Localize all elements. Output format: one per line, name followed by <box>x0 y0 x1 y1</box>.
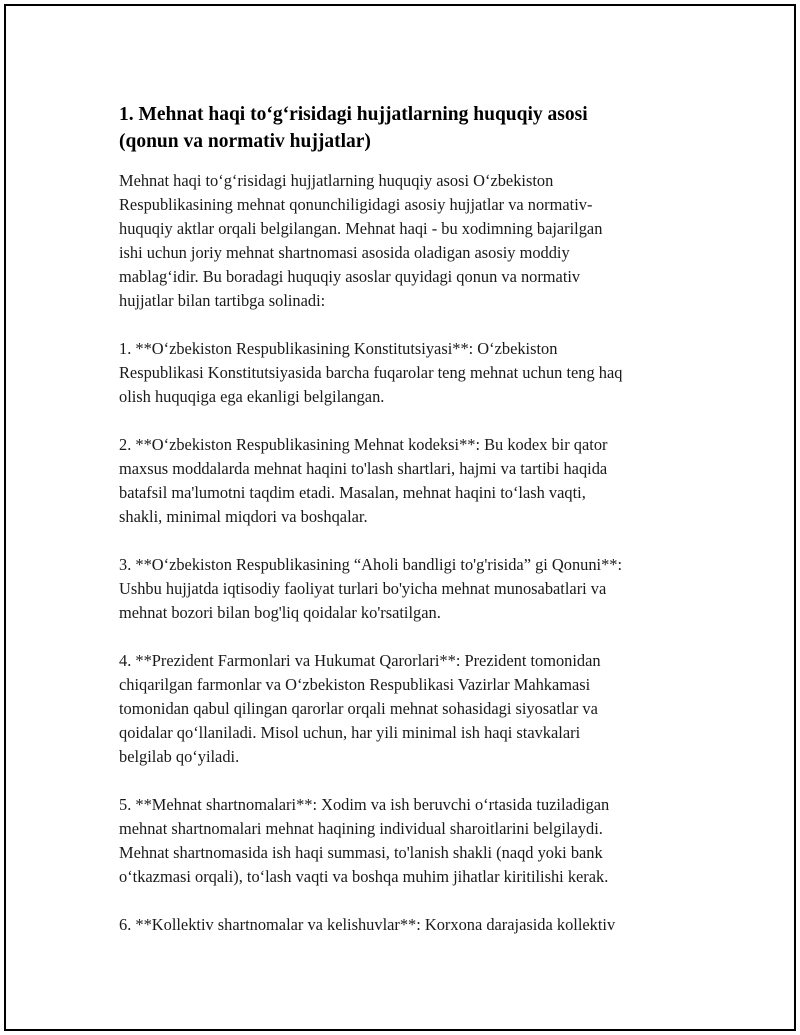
text-line: Mehnat shartnomasida ish haqi summasi, to'lanish shakli (naqd yoki bank <box>119 843 603 862</box>
text-line: Ushbu hujjatda iqtisodiy faoliyat turlari bo'yicha mehnat munosabatlari va <box>119 579 607 598</box>
text-line: ishi uchun joriy mehnat shartnomasi asosida oladigan asosiy moddiy <box>119 243 570 262</box>
text-line: mehnat shartnomalari mehnat haqining individual sharoitlarini belgilaydi. <box>119 819 603 838</box>
page-frame <box>4 4 796 1031</box>
text-line: batafsil ma'lumotni taqdim etadi. Masalan, mehnat haqini to‘lash vaqti, <box>119 483 586 502</box>
text-line: mehnat bozori bilan bog'liq qoidalar ko'rsatilgan. <box>119 603 441 622</box>
text-line: chiqarilgan farmonlar va O‘zbekiston Respublikasi Vazirlar Mahkamasi <box>119 675 591 694</box>
text-line: o‘tkazmasi orqali), to‘lash vaqti va boshqa muhim jihatlar kiritilishi kerak. <box>119 867 609 886</box>
text-line: belgilab qo‘yiladi. <box>119 747 240 766</box>
text-line: 4. **Prezident Farmonlari va Hukumat Qarorlari**: Prezident tomonidan <box>119 651 601 670</box>
text-line: olish huquqiga ega ekanligi belgilangan. <box>119 387 385 406</box>
text-line: 2. **O‘zbekiston Respublikasining Mehnat kodeksi**: Bu kodex bir qator <box>119 435 608 454</box>
text-line: qoidalar qo‘llaniladi. Misol uchun, har yili minimal ish haqi stavkalari <box>119 723 581 742</box>
text-line: Respublikasi Konstitutsiyasida barcha fuqarolar teng mehnat uchun teng haq <box>119 363 623 382</box>
list-item-constitution <box>119 337 704 409</box>
section-heading <box>119 101 704 155</box>
text-line: tomonidan qabul qilingan qarorlar orqali mehnat sohasidagi siyosatlar va <box>119 699 598 718</box>
text-line: 1. **O‘zbekiston Respublikasining Konstitutsiyasi**: O‘zbekiston <box>119 339 558 358</box>
text-line: Respublikasining mehnat qonunchiligidagi asosiy hujjatlar va normativ- <box>119 195 593 214</box>
list-item-employment-contracts <box>119 793 704 889</box>
text-line: maxsus moddalarda mehnat haqini to'lash shartlari, hajmi va tartibi haqida <box>119 459 608 478</box>
text-line: shakli, minimal miqdori va boshqalar. <box>119 507 368 526</box>
document-body <box>119 101 704 961</box>
text-line: huquqiy aktlar orqali belgilangan. Mehnat haqi - bu xodimning bajarilgan <box>119 219 603 238</box>
text-line: 3. **O‘zbekiston Respublikasining “Aholi bandligi to'g'risida” gi Qonuni**: <box>119 555 623 574</box>
list-item-labor-code <box>119 433 704 529</box>
heading-line: 1. Mehnat haqi to‘g‘risidagi hujjatlarning huquqiy asosi <box>119 104 588 125</box>
list-item-collective-agreements <box>119 913 704 937</box>
text-line: hujjatlar bilan tartibga solinadi: <box>119 291 326 310</box>
list-item-employment-law <box>119 553 704 625</box>
text-line: 6. **Kollektiv shartnomalar va kelishuvlar**: Korxona darajasida kollektiv <box>119 915 616 934</box>
text-line: 5. **Mehnat shartnomalari**: Xodim va ish beruvchi o‘rtasida tuziladigan <box>119 795 610 814</box>
list-item-decrees <box>119 649 704 769</box>
text-line: mablag‘idir. Bu boradagi huquqiy asoslar quyidagi qonun va normativ <box>119 267 581 286</box>
heading-line: (qonun va normativ hujjatlar) <box>119 131 371 152</box>
intro-paragraph <box>119 169 704 313</box>
text-line: Mehnat haqi to‘g‘risidagi hujjatlarning huquqiy asosi O‘zbekiston <box>119 171 554 190</box>
